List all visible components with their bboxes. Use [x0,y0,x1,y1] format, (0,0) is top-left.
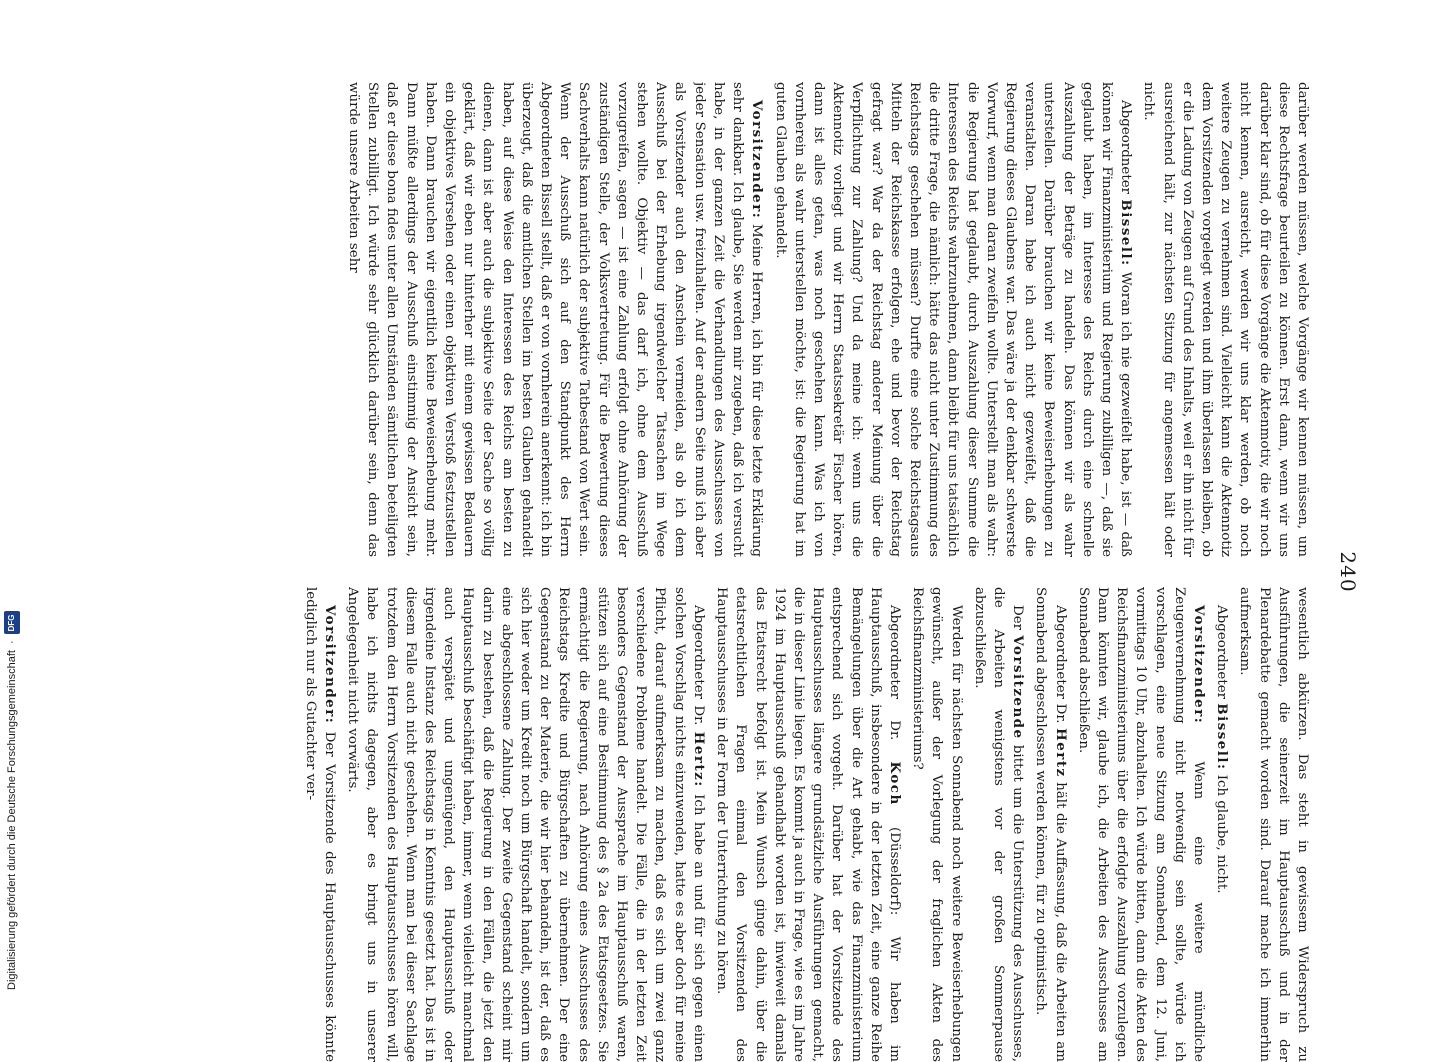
paragraph-text: Ich habe an und für sich gegen einen solchen Vorschlag nichts einzuwenden, hatte es aber doch für meine Pflicht, darauf aufmerksam zu machen, daß es sich um zwei ganz verschiedene Probleme handelt. Die Fälle, die in der letzten Zeit besonders Gegenstand der Aussprache im Hauptausschuß waren, stützen sich auf eine Bestimmung des § 2a des Etatsgesetzes. Sie ermächtigt die Regierung, nach Anhörung eines Ausschusses des Reichstags Kredite und Bürgschaften zu übernehmen. Der eine Gegenstand zu der Materie, die wir hier behandeln, ist der, daß es sich hier weder um Kredit noch um Bürgschaft handelt, sondern um eine abgeschlossene Zahlung. Der zweite Gegenstand scheint mir darin zu bestehen, daß die Regierung in den Fällen, die jetzt den Hauptausschuß beschäftigt haben, immer, wenn vielleicht manchmal auch verspätet und ungenügend, den Hauptausschuß oder irgendeine Instanz des Reichstags in Kenntnis gesetzt hat. Das ist in diesem Falle auch nicht geschehen. Wenn man bei dieser Sachlage trotzdem den Herrn Vorsitzenden des Hauptausschusses hören will, habe ich nichts dagegen, aber es bringt uns in unserer Angelegenheit nicht vorwärts. [345,587,706,1062]
paragraph-text: (Düsseldorf): Wir haben im Hauptausschuß, insbesondere in der letzten Zeit, eine ganze Reihe Bemängelungen über die Art gehabt, wie das Finanzministerium entsprechend sich vorgeht. Darüber hat der Vorsitzende des Hauptausschusses längere grundsätzliche Ausführungen gemacht, die in dieser Linie liegen. Es kommt ja auch in Frage, wie es im Jahre 1924 im Hauptausschuß gehandhabt worden ist, inwieweit damals das Etatsrecht befolgt ist. Mein Wunsch ginge dahin, über die etatsrechtlichen Fragen einmal den Vorsitzenden des Hauptausschusses in der Form der Unterrichtung zu hören. [714,587,902,1062]
dfg-logo: DFG [4,611,20,634]
digitization-credit [4,0,24,1000]
speaker-name: Bissell: [1118,199,1135,267]
scanned-page-rotated [90,82,1370,1062]
paragraph [1139,82,1312,557]
paragraph-text: Ich glaube, nicht. [1214,774,1230,894]
column-right [97,587,1312,1062]
paragraph [344,82,766,557]
column-left [97,82,1312,557]
text-columns [97,82,1312,1062]
paragraph [301,587,339,1062]
speaker-title: Abgeordneter [1214,605,1230,700]
paragraph-text: Werden für nächsten Sonnabend noch weitere Beweiserhebungen gewünscht, außer der Vorlegung der fraglichen Akten des Reichsfinanzministeriums? [910,587,964,1062]
speaker-name: Vorsitzender: [749,100,766,220]
document-page [90,82,1370,1062]
speaker-title: Abgeordneter Dr. [886,605,902,741]
credit-text: Digitalisierung gefördert durch die Deutsche Forschungsgemeinschaft [6,650,18,990]
page-number: 240 [1336,551,1360,593]
lead-word: Der [1010,605,1026,631]
digitization-credit-text: Digitalisierung gefördert durch die Deutsche Forschungsgemeinschaft · DFG [4,10,20,990]
speaker-name: Vorsitzender: [1190,605,1207,725]
speaker-name: Vorsitzender: [322,605,339,725]
speaker-name: Hertz: [690,731,707,788]
paragraph [1031,587,1069,1062]
paragraph-text: Der Vorsitzende des Hauptausschusses könnte lediglich nur als Gutachter ver- [302,587,338,1062]
paragraph [770,82,1135,557]
speaker-title: Abgeordneter [1118,100,1134,195]
paragraph-text: darüber werden müssen, welche Vorgänge wir kennen müssen, um diese Rechtsfrage beurteilen zu können. Erst dann, wenn wir uns darüber klar sind, ob für diese Vorgänge die Aktenmotiv, die wir noch nicht kennen, ausreicht, werden wir uns klar werden, ob noch weitere Zeugen zu vernehmen sind. Vielleicht kann die Aktennotiz dem Vorsitzenden vorgelegt werden und ihm überlassen bleiben, ob er die Ladung von Zeugen auf Grund des Inhalts, weil er ihn nicht für ausreichend hält, zur nächsten Sitzung für angemessen hält oder nicht. [1141,82,1310,557]
paragraph-text: hält die Auffassung, daß die Arbeiten am Sonnabend abgeschlossen werden können, für zu optimistisch. [1033,587,1068,1062]
paragraph [1212,587,1231,1062]
speaker-name: Hertz [1052,728,1069,778]
speaker-title: Abgeordneter Dr. [1052,605,1068,724]
speaker-name: Bissell: [1214,703,1231,771]
paragraph [1235,587,1312,1062]
paragraph [1074,587,1208,1062]
paragraph-text: Wenn eine weitere mündliche Zeugenvernehmung nicht notwendig sein sollte, würde ich vorschlagen, eine neue Sitzung am Sonnabend, dem 12. Juni, vormittags 10 Uhr, abzuhalten. Ich würde bitten, dann die Akten des Reichsfinanzministeriums über die erfolgte Auszahlung vorzulegen. Dann könnten wir, glaube ich, die Arbeiten des Ausschusses am Sonnabend abschließen. [1075,587,1206,1062]
speaker-name: Koch [886,761,903,806]
paragraph-text: Meine Herren, ich bin für diese letzte Erklärung sehr dankbar. Ich glaube, Sie werden mir zugeben, daß ich versucht habe, in der ganzen Zeit die Verhandlungen des Ausschusses von jeder Sensation usw. freizuhalten. Auf der andern Seite muß ich aber als Vorsitzender auch den Anschein vermeiden, als ob ich dem Ausschuß bei der Erhebung irgendwelcher Tatsachen im Wege stehen wollte. Objektiv — das darf ich, ohne dem Ausschuß vorzugreifen, sagen — ist eine Zahlung erfolgt ohne Anhörung der zuständigen Stelle, der Volksvertretung. Für die Bewertung dieses Sachverhalts kann natürlich der subjektive Tatbestand von Wert sein. Wenn der Ausschuß sich auf den Standpunkt des Herrn Abgeordneten Bissell stellt, daß er von vornherein anerkennt: ich bin überzeugt, daß die amtlichen Stellen im besten Glauben gehandelt haben, auf diese Weise den Interessen des Reichs am besten zu dienen, dann ist aber auch die subjektive Seite der Sache so völlig geklärt, daß wir eben nur hinterher mit einem gewissen Bedauern ein objektives Versehen oder einen objektiven Verstoß festzustellen haben. Dann brauchen wir eigentlich keine Beweiserhebung mehr. Dann müßte allerdings der Ausschuß einstimmig der Ansicht sein, daß er diese bona fides unter allen Umständen sämtlichen beteiligten Stellen zubilligt. Ich würde sehr glücklich darüber sein, denn das würde unsere Arbeiten sehr [346,82,765,557]
paragraph [343,587,708,1062]
paragraph-text: Woran ich nie gezweifelt habe, ist — daß können wir Finanzministerium und Regierung zubilligen —, daß sie geglaubt haben, im Interesse des Reichs durch eine schnelle Auszahlung der Beträge zu handeln. Das können wir als wahr unterstellen. Darüber brauchen wir keine Beweiserhebungen zu veranstalten. Daran habe ich auch nicht gezweifelt, daß die Regierung dieses Glaubens war. Das wäre ja der denkbar schwerste Vorwurf, wenn man daran zweifeln wollte. Unterstellt man als wahr: die Regierung hat geglaubt, durch Auszahlung dieser Summe die Interessen des Reichs wahrzunehmen, dann bleibt für uns tatsächlich die dritte Frage, die nämlich: hätte das nicht unter Zustimmung des Reichstags geschehen müssen? Durfte eine solche Reichstagsaus Mitteln der Reichskasse erfolgen, ehe und bevor der Reichstag gefragt war? War da der Reichstag anderer Meinung über die Verpflichtung zur Zahlung? Und da meine ich: wenn uns die Aktennotiz vorliegt und wir Herrn Staatssekretär Fischer hören, dann ist alles getan, was noch geschehen kann. Was ich von vornherein als wahr unterstellen möchte, ist: die Regierung hat im guten Glauben gehandelt. [772,82,1134,557]
speaker-name: Vorsitzende [1010,635,1027,740]
speaker-title: Abgeordneter Dr. [690,605,706,726]
paragraph-text: wesentlich abkürzen. Das steht in gewissem Widerspruch zu Ausführungen, die seinerzeit im Hauptausschuß und in der Plenardebatte gemacht worden sind. Darauf mache ich immerhin aufmerksam. [1237,587,1310,1062]
paragraph [970,587,1028,1062]
paragraph [908,587,966,1062]
paragraph-text: bittet um die Unterstützung des Ausschusses, die Arbeiten wenigstens vor der großen Sommerpause abzuschließen. [971,587,1026,1062]
paragraph [712,587,904,1062]
